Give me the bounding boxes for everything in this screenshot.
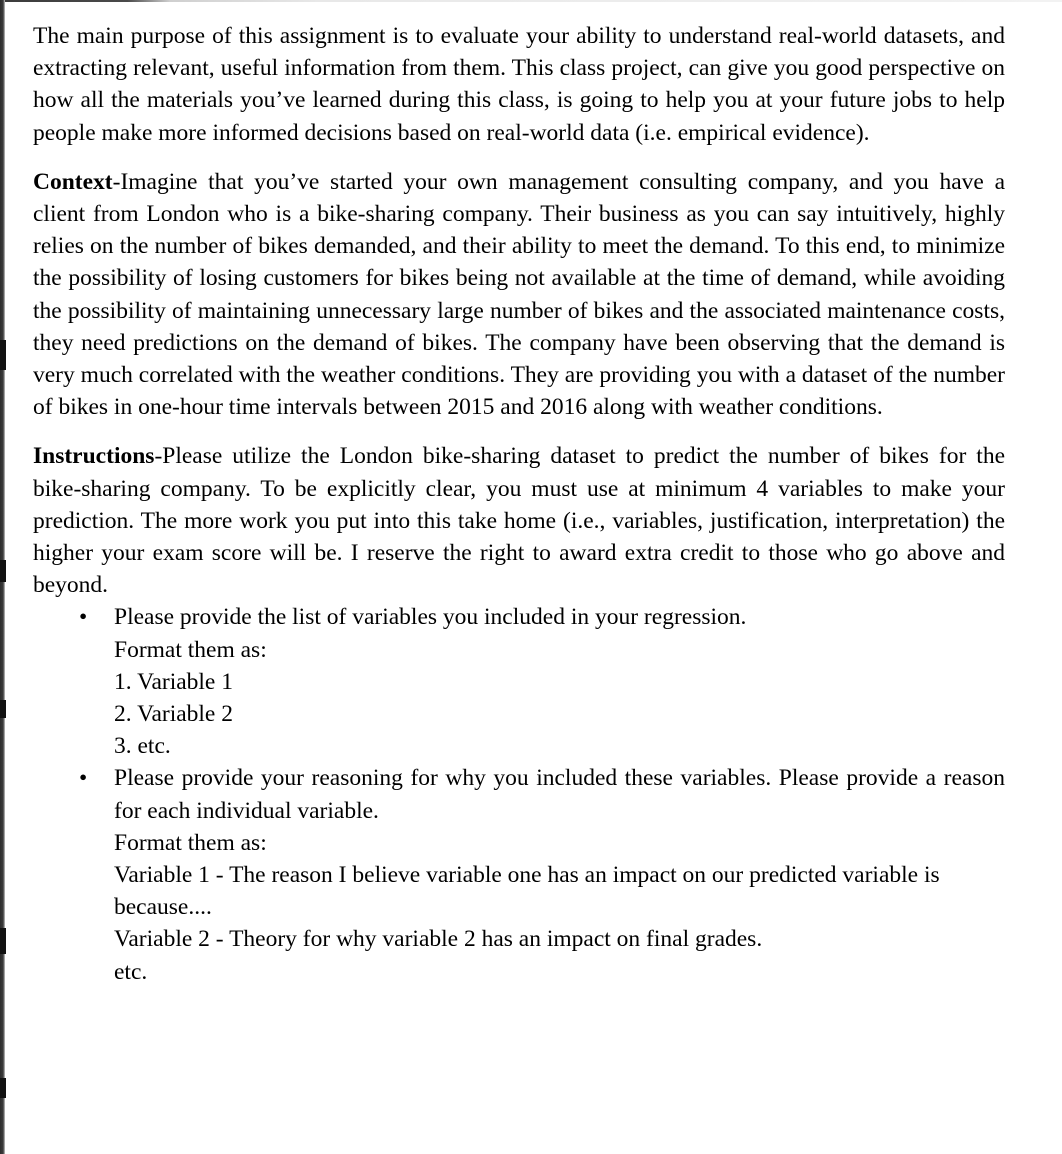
bullet-1-sub-line-2: 2. Variable 2 — [114, 701, 233, 728]
bullet-1-sub-lines — [114, 634, 1005, 763]
bullet-2-sub-line-1: Variable 1 - The reason I believe variable one has an impact on our predicted variable is because.... — [114, 862, 940, 921]
scan-left-blotch-5 — [0, 1078, 6, 1098]
list-item — [33, 601, 1005, 762]
paragraph-instructions-lead: Instructions — [33, 443, 155, 470]
document-body — [33, 20, 1005, 988]
scan-left-blotch-1 — [0, 340, 6, 370]
paragraph-purpose-text: The main purpose of this assignment is to evaluate your ability to understand real-world datasets, and extracting relevant, useful information from them. This class project, can give you good perspective on how all the materials you’ve learned during this class, is going to help you at your future jobs to help people make more informed decisions based on real-world data (i.e. empirical evidence). — [33, 23, 1005, 146]
bullet-1-main-text: Please provide the list of variables you included in your regression. — [114, 604, 747, 631]
bullet-1-sub-line-0: Format them as: — [114, 636, 267, 663]
paragraph-instructions — [33, 440, 1005, 601]
bullet-1-sub-line-3: 3. etc. — [114, 733, 171, 760]
paragraph-purpose — [33, 20, 1005, 149]
scan-left-blotch-3 — [0, 700, 6, 718]
list-item — [33, 762, 1005, 987]
paragraph-context-lead: Context — [33, 168, 113, 195]
bullet-2-sub-line-0: Format them as: — [114, 829, 267, 856]
scan-left-blotch-4 — [0, 928, 6, 954]
scan-top-edge-artifact — [0, 0, 1062, 2]
paragraph-instructions-text: -Please utilize the London bike-sharing dataset to predict the number of bikes for the bike-sharing company. To be explicitly clear, you must use at minimum 4 variables to make your prediction. The more work you put into this take home (i.e., variables, justification, interpretation) the higher your exam score will be. I reserve the right to award extra credit to those who go above and beyond. — [33, 443, 1005, 599]
paragraph-context — [33, 166, 1005, 424]
bullet-point-icon: • — [79, 765, 88, 792]
scan-left-blotch-2 — [0, 560, 6, 582]
instructions-bullet-list — [33, 601, 1005, 987]
paragraph-context-text: -Imagine that you’ve started your own management consulting company, and you have a client from London who is a bike-sharing company. Their business as you can say intuitively, highly relies on the number of bikes demanded, and their ability to meet the demand. To this end, to minimize the possibility of losing customers for bikes being not available at the time of demand, while avoiding the possibility of maintaining unnecessary large number of bikes and the associated maintenance costs, they need predictions on the demand of bikes. The company have been observing that the demand is very much correlated with the weather conditions. They are providing you with a dataset of the number of bikes in one-hour time intervals between 2015 and 2016 along with weather conditions. — [33, 168, 1005, 421]
bullet-2-sub-lines — [114, 827, 1005, 988]
bullet-2-main-text: Please provide your reasoning for why you included these variables. Please provide a reason for each individual variable. — [114, 765, 1005, 824]
bullet-2-sub-line-3: etc. — [114, 958, 148, 985]
bullet-2-sub-line-2: Variable 2 - Theory for why variable 2 has an impact on final grades. — [114, 926, 763, 953]
bullet-1-sub-line-1: 1. Variable 1 — [114, 668, 233, 695]
bullet-point-icon: • — [79, 604, 88, 631]
